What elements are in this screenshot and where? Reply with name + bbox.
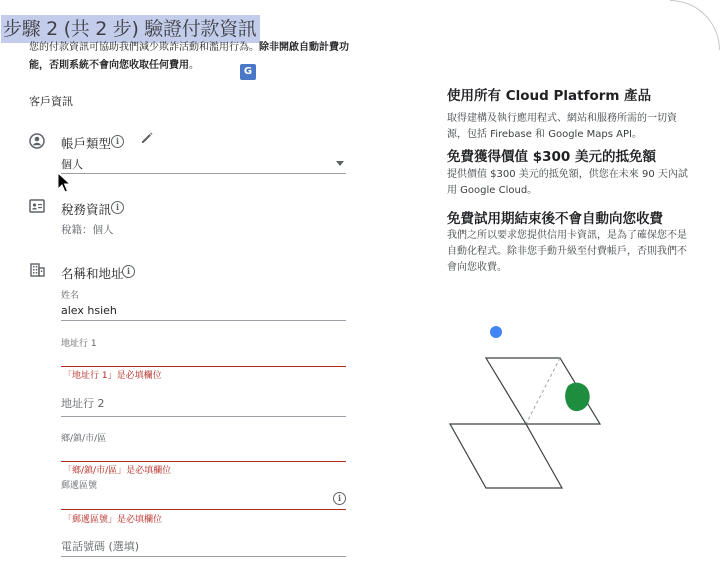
postal-code-field[interactable] (61, 478, 346, 510)
phone-placeholder: 電話號碼 (選填) (61, 540, 140, 553)
account-type-select[interactable] (61, 156, 346, 174)
promo-heading-1: 使用所有 Cloud Platform 產品 (447, 88, 652, 104)
intro-end: 。 (189, 60, 199, 71)
tax-info-value: 稅籍：個人 (61, 224, 114, 236)
promo-heading-2: 免費獲得價值 $300 美元的抵免額 (447, 149, 656, 165)
promo-text-2: 提供價值 $300 美元的抵免額，供您在未來 90 天內試用 Google Cloud。 (447, 169, 688, 196)
dropdown-arrow-icon (336, 161, 344, 166)
tax-info-label: 稅務資訊 (61, 202, 112, 217)
account-circle-icon (29, 133, 45, 149)
district-field[interactable] (61, 431, 346, 462)
page-title: 步驟 2 (共 2 步) 驗證付款資訊 (1, 15, 260, 43)
translate-icon[interactable]: G (240, 64, 256, 80)
intro-bold: 除非開啟自動計費功能，否則系統不會向您收取任何費用 (29, 42, 349, 71)
phone-field[interactable] (61, 538, 346, 557)
address-line1-label: 地址行 1 (61, 339, 97, 349)
account-type-value: 個人 (61, 158, 83, 171)
district-label: 鄉/鎮/市/區 (61, 434, 107, 444)
name-field[interactable] (61, 288, 346, 321)
address-line2-placeholder: 地址行 2 (61, 397, 105, 410)
mouse-cursor-icon (57, 172, 71, 198)
building-icon (29, 263, 45, 279)
section-title: 客戶資訊 (29, 95, 73, 108)
info-icon[interactable]: i (111, 135, 124, 148)
promo-text-3: 我們之所以要求您提供信用卡資訊，是為了確保您不是自動化程式。除非您手動升級至付費帳戶，否則我們不會向您收費。 (447, 230, 687, 273)
district-error: 「鄉/鎮/市/區」是必填欄位 (63, 466, 172, 476)
name-address-label: 名稱和地址 (61, 266, 124, 281)
id-card-icon (29, 199, 45, 215)
pencil-icon[interactable] (140, 131, 154, 149)
address-line2-field[interactable] (61, 395, 346, 417)
promo-illustration (440, 318, 610, 497)
name-field-label: 姓名 (61, 291, 80, 301)
postal-code-label: 郵遞區號 (61, 481, 98, 491)
name-field-value: alex hsieh (61, 304, 117, 317)
address-line1-error: 「地址行 1」是必填欄位 (63, 371, 162, 381)
info-icon[interactable]: i (333, 492, 346, 505)
address-line1-field[interactable] (61, 336, 346, 367)
intro-plain: 您的付款資訊可協助我們減少欺詐活動和濫用行為。 (29, 42, 259, 53)
postal-code-error: 「郵遞區號」是必填欄位 (63, 515, 163, 525)
info-icon[interactable]: i (111, 201, 124, 214)
intro-text (29, 39, 349, 75)
account-type-label: 帳戶類型 (61, 136, 112, 151)
window-corner (670, 0, 720, 50)
promo-heading-3: 免費試用期結束後不會自動向您收費 (447, 211, 663, 227)
info-icon[interactable]: i (122, 265, 135, 278)
promo-text-1: 取得建構及執行應用程式、網站和服務所需的一切資源，包括 Firebase 和 Google Maps API。 (447, 113, 677, 140)
